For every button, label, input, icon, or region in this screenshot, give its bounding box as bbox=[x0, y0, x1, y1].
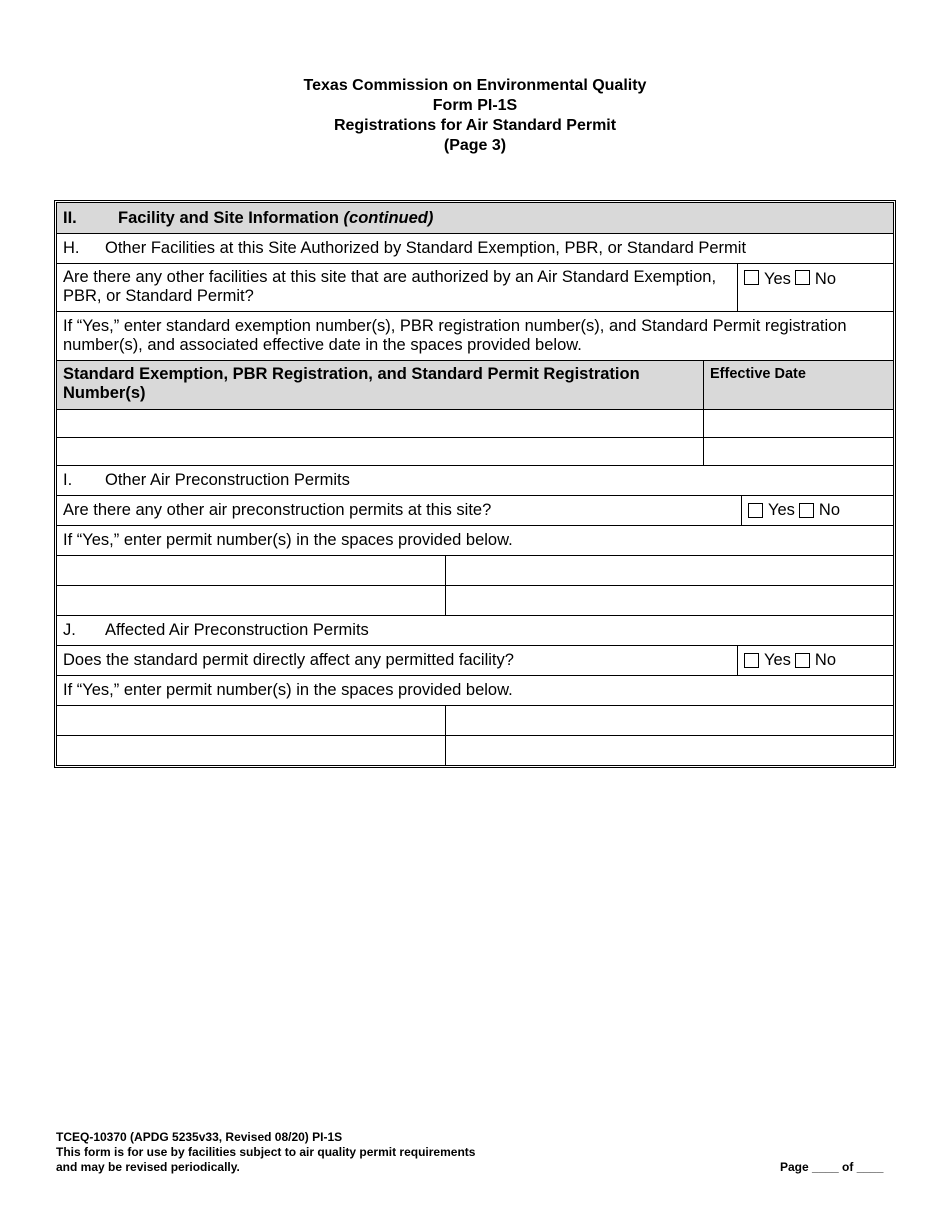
footer-note-2: and may be revised periodically. bbox=[56, 1160, 240, 1174]
permit-number-field[interactable] bbox=[446, 736, 893, 765]
subsection-h-letter: H. bbox=[63, 239, 80, 257]
yes-checkbox-i[interactable] bbox=[748, 503, 763, 518]
instructions-i-text: If “Yes,” enter permit number(s) in the spaces provided below. bbox=[63, 531, 513, 549]
permit-number-field[interactable] bbox=[446, 586, 893, 615]
table-row bbox=[57, 438, 893, 466]
no-checkbox-i[interactable] bbox=[799, 503, 814, 518]
subsection-h-title: Other Facilities at this Site Authorized by Standard Exemption, PBR, or Standard Permit bbox=[105, 239, 747, 257]
instructions-j-text: If “Yes,” enter permit number(s) in the spaces provided below. bbox=[63, 681, 513, 699]
effective-date-field[interactable] bbox=[704, 410, 893, 437]
page-number: Page ____ of ____ bbox=[780, 1160, 884, 1174]
col-date-header: Effective Date bbox=[710, 366, 806, 382]
question-h-text: Are there any other facilities at this site that are authorized by an Air Standard Exemption, PBR, or Standard Permit? bbox=[57, 264, 738, 311]
form-id: TCEQ-10370 (APDG 5235v33, Revised 08/20) PI-1S bbox=[56, 1130, 343, 1144]
table-h-header bbox=[57, 361, 893, 410]
subsection-j-header bbox=[57, 616, 893, 646]
question-i-text: Are there any other air preconstruction permits at this site? bbox=[57, 496, 742, 525]
subsection-i-title: Other Air Preconstruction Permits bbox=[105, 471, 350, 489]
instructions-h-text: If “Yes,” enter standard exemption number(s), PBR registration number(s), and Standard Permit registration number(s), and associated effective date in the spaces provided below. bbox=[63, 317, 847, 354]
section-title: Facility and Site Information bbox=[118, 209, 339, 227]
permit-row bbox=[57, 706, 893, 736]
yes-checkbox-j[interactable] bbox=[744, 653, 759, 668]
yes-no-h: Yes No bbox=[738, 264, 893, 311]
subsection-h-header bbox=[57, 234, 893, 264]
permit-number-field[interactable] bbox=[57, 706, 446, 735]
col-numbers-header: Standard Exemption, PBR Registration, and Standard Permit Registration Number(s) bbox=[57, 361, 704, 409]
instructions-j-row bbox=[57, 676, 893, 706]
agency-title: Texas Commission on Environmental Quality bbox=[303, 77, 647, 94]
section-header bbox=[57, 203, 893, 234]
form-title: Registrations for Air Standard Permit bbox=[333, 117, 617, 134]
permit-number-field[interactable] bbox=[446, 556, 893, 585]
permit-number-field[interactable] bbox=[57, 736, 446, 765]
section-title-suffix: (continued) bbox=[343, 209, 434, 227]
permit-row bbox=[57, 586, 893, 616]
question-i-row bbox=[57, 496, 893, 526]
permit-row bbox=[57, 556, 893, 586]
effective-date-field[interactable] bbox=[704, 438, 893, 465]
registration-number-field[interactable] bbox=[57, 438, 704, 465]
question-j-row bbox=[57, 646, 893, 676]
yes-checkbox-h[interactable] bbox=[744, 270, 759, 285]
footer-note-1: This form is for use by facilities subject to air quality permit requirements bbox=[56, 1145, 476, 1159]
yes-no-j: Yes No bbox=[738, 646, 893, 675]
registration-number-field[interactable] bbox=[57, 410, 704, 437]
permit-row bbox=[57, 736, 893, 765]
yes-no-i: Yes No bbox=[742, 496, 893, 525]
form-header bbox=[0, 76, 950, 156]
permit-number-field[interactable] bbox=[57, 586, 446, 615]
subsection-j-title: Affected Air Preconstruction Permits bbox=[105, 621, 369, 639]
instructions-i-row bbox=[57, 526, 893, 556]
subsection-i-letter: I. bbox=[63, 471, 73, 489]
instructions-h-row bbox=[57, 312, 893, 361]
question-h-row bbox=[57, 264, 893, 312]
section-number: II. bbox=[63, 209, 77, 227]
permit-number-field[interactable] bbox=[446, 706, 893, 735]
table-row bbox=[57, 410, 893, 438]
page-label: (Page 3) bbox=[443, 137, 507, 154]
no-checkbox-h[interactable] bbox=[795, 270, 810, 285]
subsection-j-letter: J. bbox=[63, 621, 76, 639]
permit-number-field[interactable] bbox=[57, 556, 446, 585]
no-checkbox-j[interactable] bbox=[795, 653, 810, 668]
form-number: Form PI-1S bbox=[432, 97, 518, 114]
form-table bbox=[54, 200, 896, 768]
form-footer bbox=[56, 1130, 475, 1175]
question-j-text: Does the standard permit directly affect any permitted facility? bbox=[57, 646, 738, 675]
subsection-i-header bbox=[57, 466, 893, 496]
